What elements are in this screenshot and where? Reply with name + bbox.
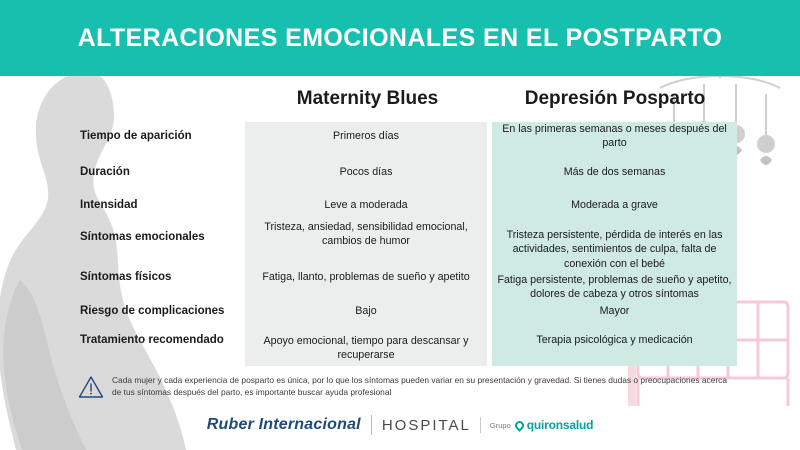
row-value-blues: Pocos días [339, 165, 393, 178]
comparison-table [0, 122, 800, 366]
row-value-blues: Tristeza, ansiedad, sensibilidad emocional, cambios de humor [264, 220, 468, 247]
row-value-depresion: Tristeza persistente, pérdida de interés en las actividades, sentimientos de culpa, falta de conexión con el bebé [506, 229, 723, 270]
column-heading-depresion-posparto: Depresión Posparto [524, 88, 706, 109]
logo-bar [0, 410, 800, 440]
slide-header [0, 0, 800, 76]
row-value-blues: Fatiga, llanto, problemas de sueño y apetito [262, 270, 470, 283]
row-value-depresion: Mayor [599, 304, 630, 317]
warning-triangle-icon [78, 375, 104, 399]
row-label: Síntomas físicos [80, 270, 172, 283]
row-value-blues: Apoyo emocional, tiempo para descansar y recuperarse [263, 335, 469, 362]
logo-grupo-label: Grupo [489, 420, 511, 430]
row-value-blues: Primeros días [333, 129, 399, 142]
logo-divider [371, 415, 372, 435]
column-heading-maternity-blues: Maternity Blues [296, 88, 439, 109]
row-value-blues: Leve a moderada [324, 198, 408, 211]
page-title: ALTERACIONES EMOCIONALES EN EL POSTPARTO [77, 23, 723, 52]
footnote [78, 374, 738, 399]
row-label: Duración [80, 165, 130, 178]
row-label: Tratamiento recomendado [80, 333, 224, 346]
logo-hospital: HOSPITAL [381, 416, 471, 434]
row-value-depresion: Fatiga persistente, problemas de sueño y apetito, dolores de cabeza y otros síntomas [497, 274, 732, 301]
row-value-depresion: En las primeras semanas o meses después del parto [502, 122, 727, 149]
logo-divider-2 [480, 417, 481, 433]
row-label: Tiempo de aparición [80, 129, 192, 142]
row-label: Intensidad [80, 198, 138, 211]
row-label: Riesgo de complicaciones [80, 304, 225, 317]
row-value-depresion: Terapia psicológica y medicación [536, 333, 693, 346]
row-value-depresion: Más de dos semanas [563, 165, 666, 178]
row-value-depresion: Moderada a grave [571, 198, 658, 211]
row-label: Síntomas emocionales [80, 230, 205, 243]
row-value-blues: Bajo [355, 304, 377, 317]
logo-ruber-internacional: Ruber Internacional [206, 416, 361, 433]
footnote-text: Cada mujer y cada experiencia de posparto es única, por lo que los síntomas pueden variar en su presentación y gravedad. Si tienes dudas o preocupaciones acerca de tus síntomas después del parto, es importante buscar ayuda profesional [112, 375, 728, 398]
quironsalud-mark-icon [513, 419, 526, 432]
logo-quironsalud: quironsalud [526, 418, 594, 432]
